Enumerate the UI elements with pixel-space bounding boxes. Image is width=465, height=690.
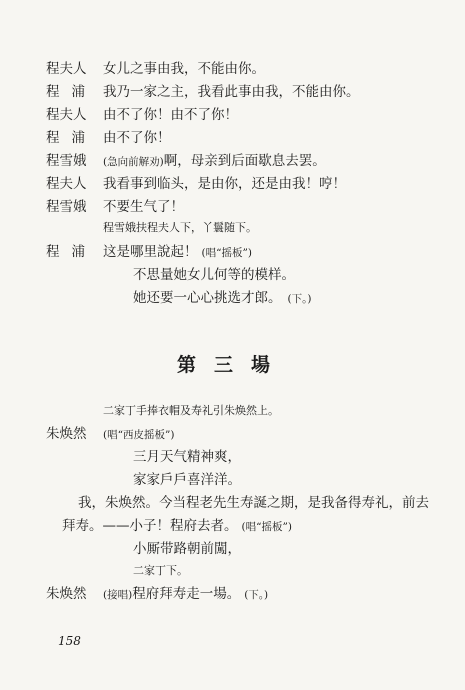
verse-line: 不思量她女儿何等的模样。	[133, 267, 295, 283]
dialogue-text: 女儿之事由我，不能由你。	[103, 61, 265, 77]
stage-note: (急向前解劝)	[103, 156, 164, 168]
verse-body: 她还要一心心挑选才郎。	[133, 290, 282, 306]
page-number: 158	[58, 634, 81, 648]
speaker-label: 朱焕然	[46, 426, 87, 442]
verse-line	[133, 289, 311, 308]
speaker-label: 朱焕然	[46, 586, 87, 602]
dialogue-text: 不要生气了！	[103, 199, 184, 215]
scene-title: 第三場	[176, 354, 288, 376]
speaker-label: 程雪娥	[46, 153, 87, 169]
dialogue-text: 由不了你！由不了你！	[103, 107, 238, 123]
stage-note: (唱“摇板”)	[201, 247, 252, 259]
dialogue-body: 啊，母亲到后面歇息去罢。	[163, 153, 326, 169]
verse-line: 小厮带路朝前闖，	[133, 541, 241, 557]
dialogue-text: 我乃一家之主，我看此事由我，不能由你。	[103, 84, 360, 100]
stage-note: (唱“摇板”)	[241, 521, 292, 533]
verse-line: 家家戶戶喜洋洋。	[133, 472, 241, 488]
stage-direction: 程雪娥扶程夫人下，丫鬟随下。	[103, 221, 257, 234]
stage-note-line	[103, 425, 174, 444]
speaker-label: 程夫人	[46, 176, 87, 192]
prose-body: 拜寿。——小子！程府去者。	[62, 518, 238, 534]
dialogue-text	[103, 243, 252, 262]
speaker-label: 程浦	[46, 244, 97, 260]
speaker-label: 程夫人	[46, 61, 87, 77]
dialogue-body: 程府拜寿走一場。	[132, 586, 241, 602]
speaker-label: 程浦	[46, 130, 97, 146]
stage-note: (唱“西皮摇板”)	[103, 429, 175, 441]
dialogue-text	[103, 585, 268, 604]
exit-note: (下。)	[287, 293, 312, 305]
verse-line: 三月天气精神爽，	[133, 449, 241, 465]
dialogue-body: 这是哪里說起！	[103, 244, 198, 260]
speaker-label: 程雪娥	[46, 199, 87, 215]
stage-direction: 二家丁下。	[133, 564, 188, 577]
stage-direction: 二家丁手捧衣帽及寿礼引朱焕然上。	[103, 404, 279, 417]
speaker-label: 程浦	[46, 84, 97, 100]
stage-note: (接唱)	[103, 589, 133, 601]
prose-line: 我，朱焕然。今当程老先生寿誕之期，是我备得寿礼，前去	[78, 495, 429, 511]
exit-note: (下。)	[244, 589, 269, 601]
dialogue-text: 我看事到临头，是由你，还是由我！哼！	[103, 176, 346, 192]
speaker-label: 程夫人	[46, 107, 87, 123]
dialogue-text	[103, 152, 326, 171]
prose-line	[62, 517, 292, 536]
dialogue-text: 由不了你！	[103, 130, 171, 146]
